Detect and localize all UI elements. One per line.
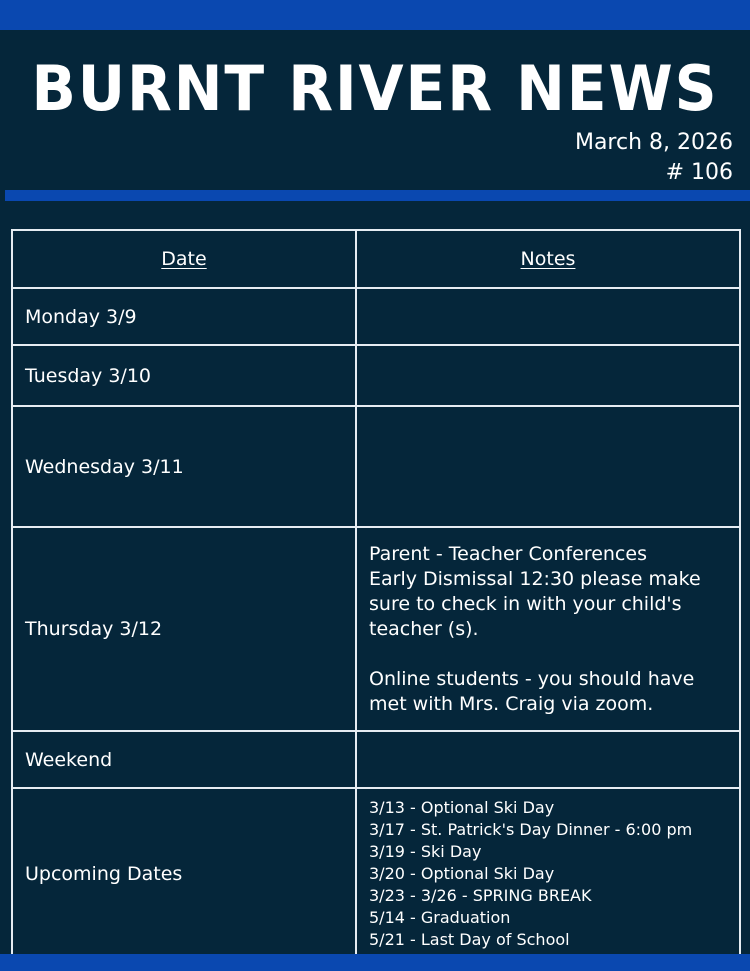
column-header-date: Date: [12, 230, 356, 288]
notes-cell: [356, 731, 740, 788]
upcoming-date-item: 3/23 - 3/26 - SPRING BREAK: [369, 886, 592, 905]
day-cell: Upcoming Dates: [12, 788, 356, 960]
day-cell: Thursday 3/12: [12, 527, 356, 731]
newsletter-title: BURNT RIVER NEWS: [31, 52, 719, 125]
day-cell: Wednesday 3/11: [12, 406, 356, 527]
upcoming-date-item: 5/14 - Graduation: [369, 908, 511, 927]
upcoming-dates-list: [356, 788, 740, 960]
paragraph-gap: [369, 642, 727, 667]
upcoming-date-item: 3/20 - Optional Ski Day: [369, 864, 555, 883]
upcoming-date-item: 3/19 - Ski Day: [369, 842, 482, 861]
table-row-upcoming-dates: [12, 788, 740, 960]
day-cell: Monday 3/9: [12, 288, 356, 345]
table-row-wednesday: [12, 406, 740, 527]
online-students-note: [369, 667, 727, 717]
day-cell: Weekend: [12, 731, 356, 788]
issue-date: March 8, 2026: [574, 130, 733, 155]
conference-note: [369, 542, 727, 642]
table-row-thursday: [12, 527, 740, 731]
note-line: teacher (s).: [369, 617, 479, 640]
top-accent-bar: [0, 0, 750, 30]
upcoming-date-item: 5/21 - Last Day of School: [369, 930, 570, 949]
note-line: sure to check in with your child's: [369, 592, 682, 615]
issue-number: # 106: [665, 160, 733, 185]
note-line: Early Dismissal 12:30 please make: [369, 567, 701, 590]
table-row-monday: [12, 288, 740, 345]
note-line: Parent - Teacher Conferences: [369, 542, 647, 565]
notes-cell: [356, 527, 740, 731]
note-line: met with Mrs. Craig via zoom.: [369, 692, 654, 715]
bottom-accent-bar: [0, 954, 750, 971]
day-cell: Tuesday 3/10: [12, 345, 356, 406]
table-row-tuesday: [12, 345, 740, 406]
upcoming-date-item: 3/17 - St. Patrick's Day Dinner - 6:00 pm: [369, 820, 693, 839]
column-header-notes: Notes: [356, 230, 740, 288]
table-header-row: [12, 230, 740, 288]
notes-cell: [356, 406, 740, 527]
schedule-table: [11, 229, 741, 961]
notes-cell: [356, 288, 740, 345]
header-divider-bar: [5, 190, 750, 201]
notes-cell: [356, 345, 740, 406]
note-line: Online students - you should have: [369, 667, 695, 690]
table-row-weekend: [12, 731, 740, 788]
upcoming-date-item: 3/13 - Optional Ski Day: [369, 798, 555, 817]
